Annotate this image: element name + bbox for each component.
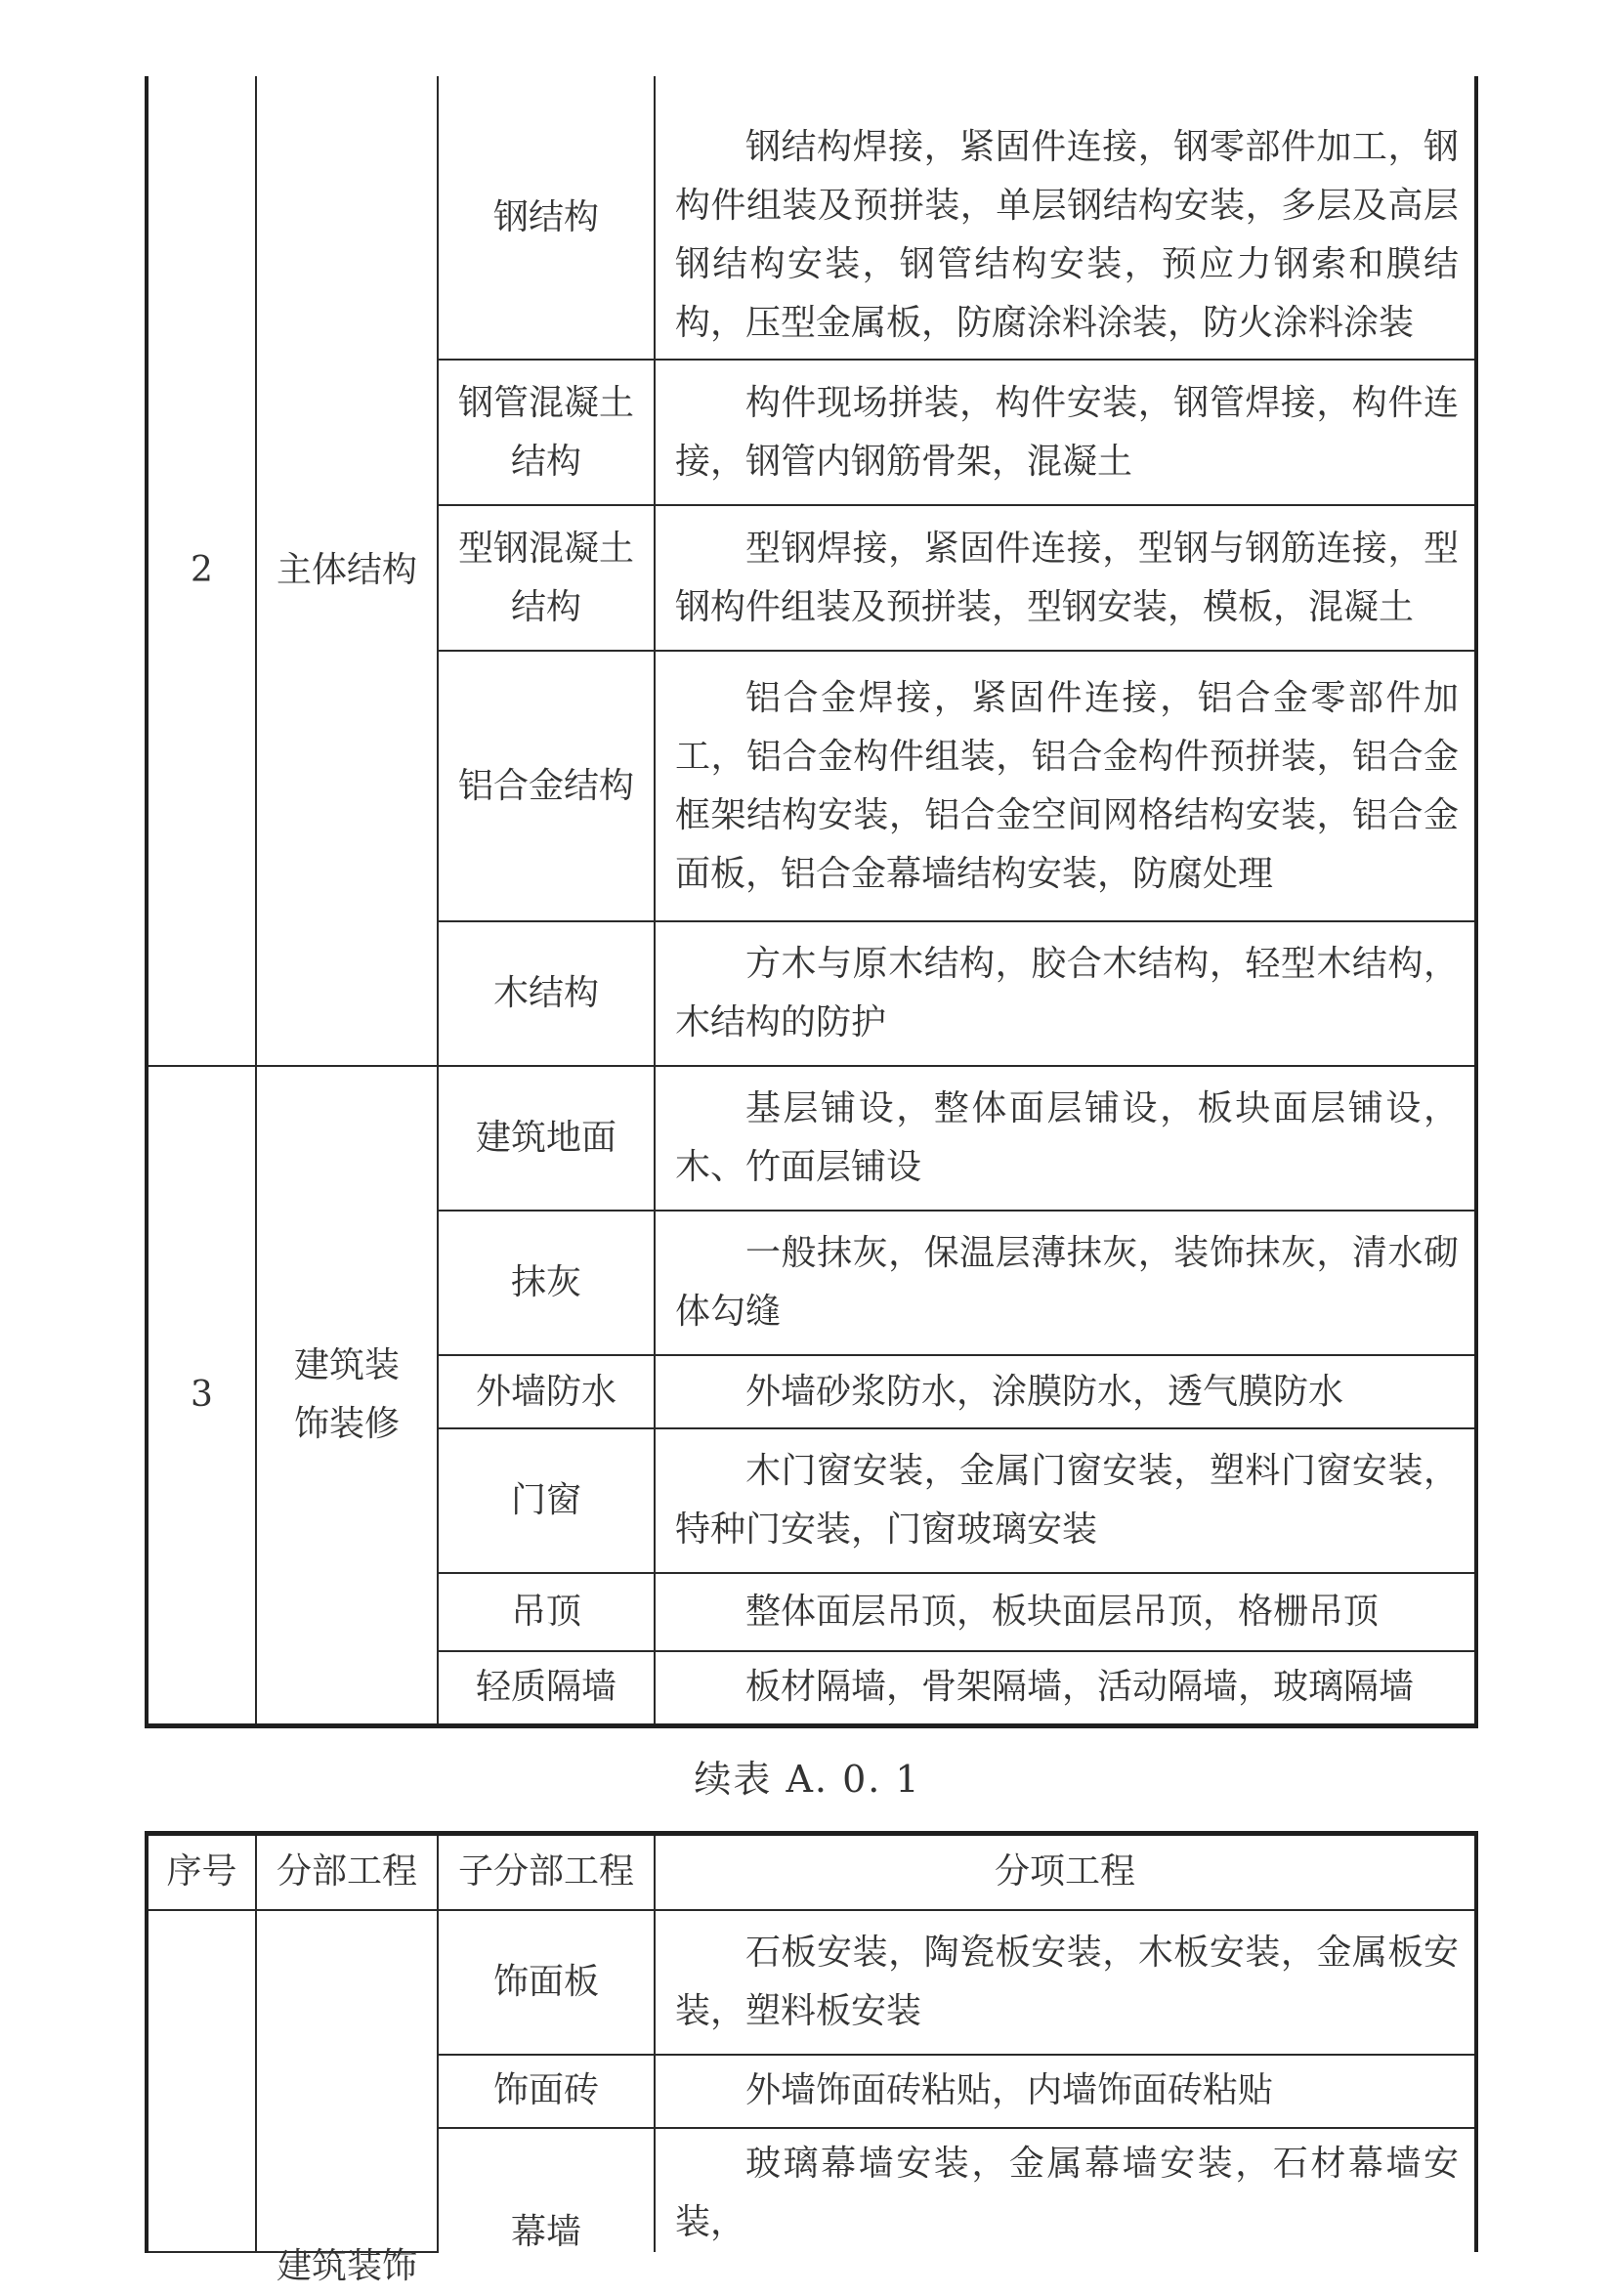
seq-cell — [147, 1910, 256, 2252]
items-cell: 钢结构焊接，紧固件连接，钢零部件加工，钢构件组装及预拼装，单层钢结构安装，多层及高层钢结构安装，钢管结构安装，预应力钢索和膜结构，压型金属板，防腐涂料涂装，防火涂料涂装 — [655, 76, 1476, 360]
table-division-items-continued — [145, 1831, 1478, 2286]
header-items: 分项工程 — [655, 1834, 1476, 1910]
sub-division-cell: 建筑地面 — [438, 1066, 655, 1211]
header-sub-division: 子分部工程 — [438, 1834, 655, 1910]
items-cell: 石板安装，陶瓷板安装，木板安装，金属板安装，塑料板安装 — [655, 1910, 1476, 2055]
sub-division-cell: 木结构 — [438, 921, 655, 1066]
division-cell: 建筑装饰装修 — [256, 1066, 438, 1725]
items-cell: 型钢焊接，紧固件连接，型钢与钢筋连接，型钢构件组装及预拼装，型钢安装，模板，混凝土 — [655, 505, 1476, 651]
items-cell: 木门窗安装，金属门窗安装，塑料门窗安装，特种门安装，门窗玻璃安装 — [655, 1428, 1476, 1573]
items-cell: 基层铺设，整体面层铺设，板块面层铺设，木、竹面层铺设 — [655, 1066, 1476, 1211]
items-cell: 构件现场拼装，构件安装，钢管焊接，构件连接，钢管内钢筋骨架，混凝土 — [655, 360, 1476, 505]
items-cell: 板材隔墙，骨架隔墙，活动隔墙，玻璃隔墙 — [655, 1651, 1476, 1725]
division-cell — [256, 1910, 438, 2286]
items-cell: 外墙砂浆防水，涂膜防水，透气膜防水 — [655, 1355, 1476, 1428]
table-caption: 续表 A. 0. 1 — [694, 1758, 921, 1801]
page-top-margin — [0, 0, 1615, 76]
items-cell: 整体面层吊顶，板块面层吊顶，格栅吊顶 — [655, 1573, 1476, 1651]
table-row — [147, 1066, 1476, 1211]
table-header-row — [147, 1834, 1476, 1910]
sub-division-cell: 铝合金结构 — [438, 651, 655, 921]
sub-division-cell: 钢结构 — [438, 76, 655, 360]
items-cell: 一般抹灰，保温层薄抹灰，装饰抹灰，清水砌体勾缝 — [655, 1211, 1476, 1355]
seq-cell: 2 — [147, 76, 256, 1066]
sub-division-cell: 饰面板 — [438, 1910, 655, 2055]
table-division-items — [145, 76, 1478, 1728]
sub-division-cell: 吊顶 — [438, 1573, 655, 1651]
sub-division-cell: 饰面砖 — [438, 2055, 655, 2128]
items-cell: 外墙饰面砖粘贴，内墙饰面砖粘贴 — [655, 2055, 1476, 2128]
sub-division-cell: 轻质隔墙 — [438, 1651, 655, 1725]
sub-division-cell: 抹灰 — [438, 1211, 655, 1355]
sub-division-cell: 型钢混凝土结构 — [438, 505, 655, 651]
items-cell: 玻璃幕墙安装，金属幕墙安装，石材幕墙安装， — [655, 2128, 1476, 2252]
items-cell: 铝合金焊接，紧固件连接，铝合金零部件加工，铝合金构件组装，铝合金构件预拼装，铝合金框架结构安装，铝合金空间网格结构安装，铝合金面板，铝合金幕墙结构安装，防腐处理 — [655, 651, 1476, 921]
header-seq: 序号 — [147, 1834, 256, 1910]
division-cell: 主体结构 — [256, 76, 438, 1066]
division-partial-text: 建筑装饰 — [276, 2245, 417, 2286]
seq-cell: 3 — [147, 1066, 256, 1725]
table-row — [147, 1910, 1476, 2055]
items-cell: 方木与原木结构，胶合木结构，轻型木结构，木结构的防护 — [655, 921, 1476, 1066]
sub-division-cell: 幕墙 — [438, 2128, 655, 2252]
sub-division-cell: 门窗 — [438, 1428, 655, 1573]
header-division: 分部工程 — [256, 1834, 438, 1910]
sub-division-cell: 钢管混凝土结构 — [438, 360, 655, 505]
sub-division-cell: 外墙防水 — [438, 1355, 655, 1428]
table-row — [147, 76, 1476, 360]
